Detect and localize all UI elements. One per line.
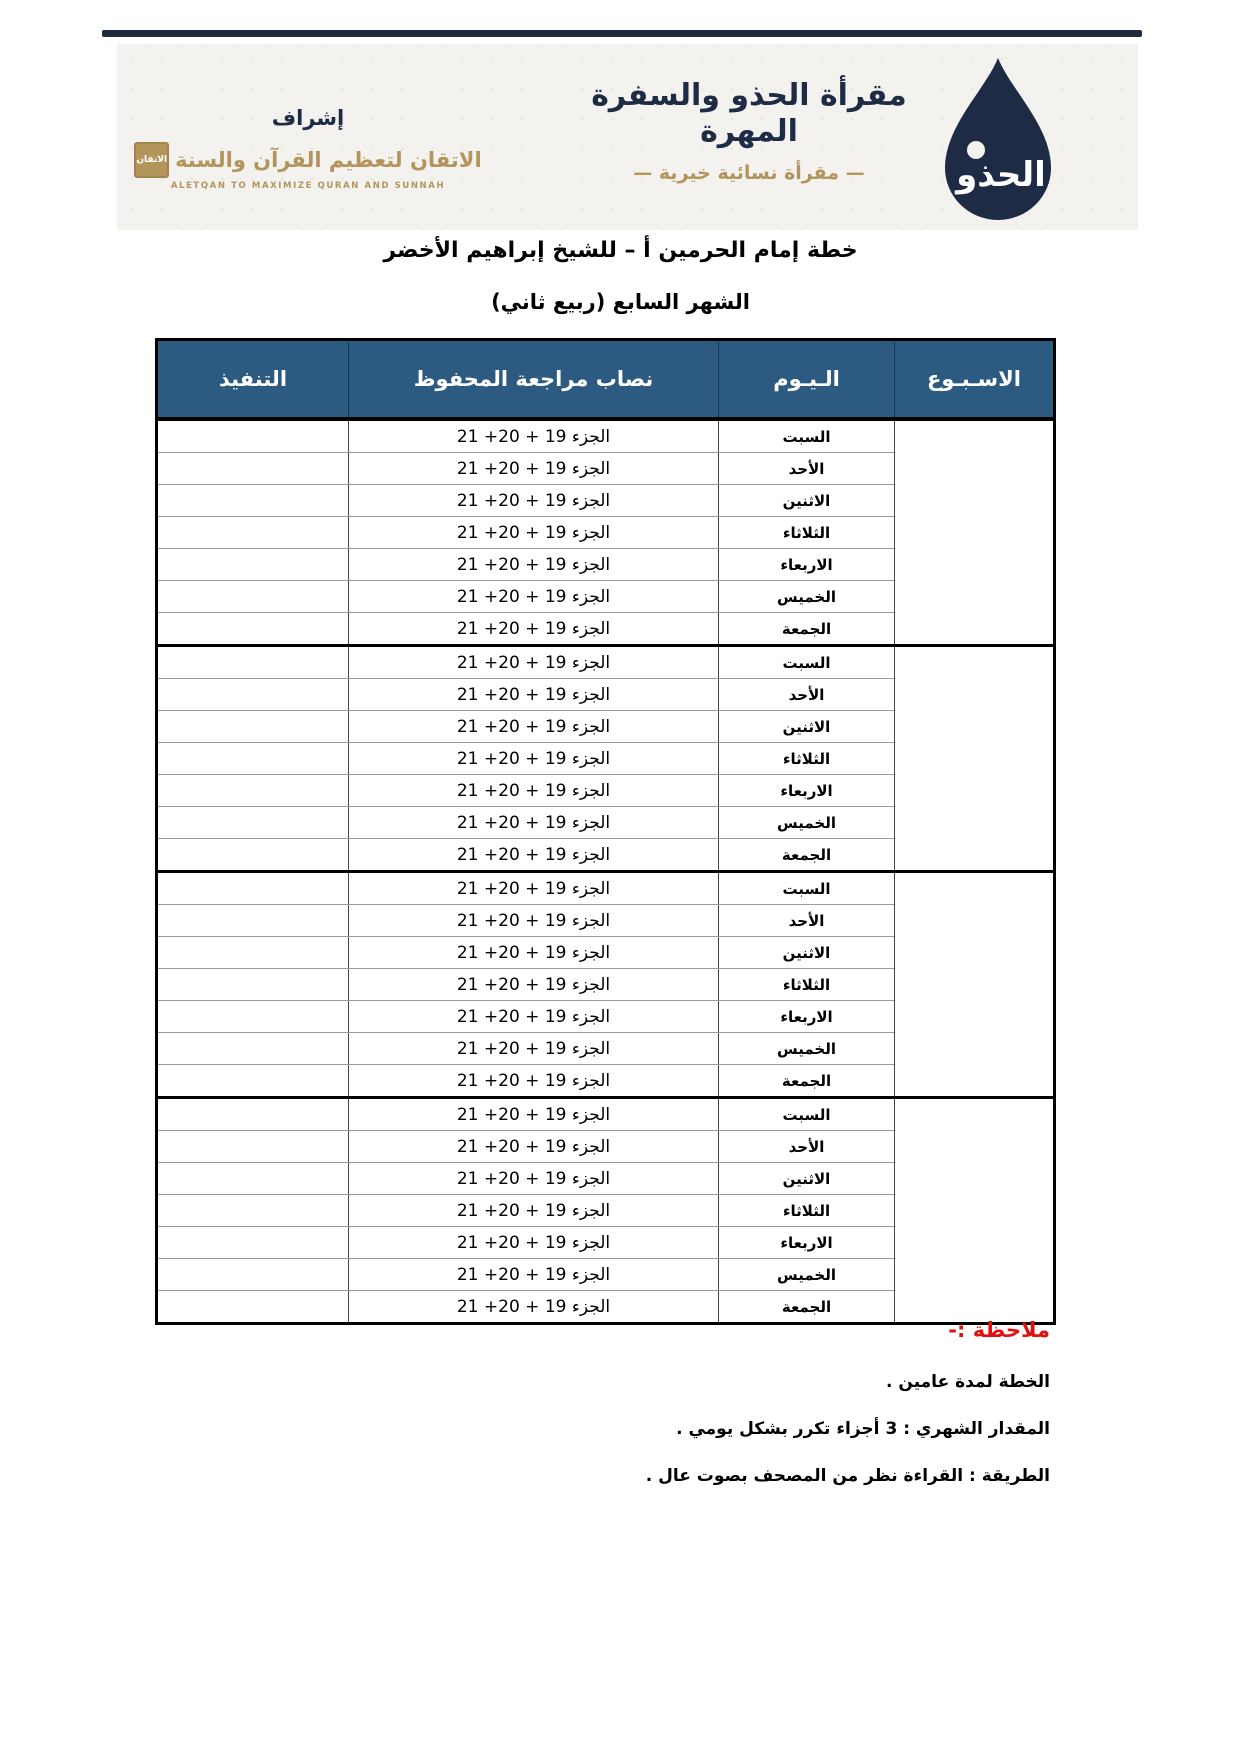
table-row bbox=[157, 419, 1055, 453]
teardrop-logo-icon bbox=[929, 54, 1065, 222]
day-cell: الاثنين bbox=[719, 937, 895, 969]
review-quota-cell: الجزء 19 + 20+ 21 bbox=[349, 581, 719, 613]
day-cell: الاربعاء bbox=[719, 1227, 895, 1259]
day-cell: الثلاثاء bbox=[719, 517, 895, 549]
day-cell: الأحد bbox=[719, 1131, 895, 1163]
day-cell: الجمعة bbox=[719, 1065, 895, 1098]
aletqan-arabic-calligraphy: الاتقان لتعظيم القرآن والسنة bbox=[175, 148, 482, 172]
execution-cell bbox=[157, 969, 349, 1001]
execution-cell bbox=[157, 905, 349, 937]
execution-cell bbox=[157, 485, 349, 517]
day-cell: الاثنين bbox=[719, 711, 895, 743]
execution-cell bbox=[157, 1001, 349, 1033]
review-quota-cell: الجزء 19 + 20+ 21 bbox=[349, 1227, 719, 1259]
execution-cell bbox=[157, 419, 349, 453]
note-line-method: الطريقة : القراءة نظر من المصحف بصوت عال . bbox=[645, 1466, 1050, 1486]
day-cell: الأحد bbox=[719, 905, 895, 937]
review-quota-cell: الجزء 19 + 20+ 21 bbox=[349, 1291, 719, 1324]
col-header-week: الاسـبـوع bbox=[895, 340, 1055, 420]
note-line-duration: الخطة لمدة عامين . bbox=[886, 1372, 1050, 1392]
day-cell: الثلاثاء bbox=[719, 969, 895, 1001]
review-quota-cell: الجزء 19 + 20+ 21 bbox=[349, 743, 719, 775]
week-label-cell bbox=[895, 872, 1055, 1098]
execution-cell bbox=[157, 807, 349, 839]
col-header-execution: التنفيذ bbox=[157, 340, 349, 420]
plan-table-body bbox=[157, 419, 1055, 1324]
col-header-review: نصاب مراجعة المحفوظ bbox=[349, 340, 719, 420]
aletqan-emblem-icon: الاتقان bbox=[134, 142, 169, 178]
week-label-cell bbox=[895, 1098, 1055, 1324]
brand-block bbox=[569, 78, 929, 184]
supervision-block bbox=[136, 106, 482, 191]
execution-cell bbox=[157, 1195, 349, 1227]
aletqan-logo bbox=[136, 142, 482, 178]
review-quota-cell: الجزء 19 + 20+ 21 bbox=[349, 646, 719, 679]
brand-tagline: — مقرأة نسائية خيرية — bbox=[633, 162, 865, 184]
execution-cell bbox=[157, 937, 349, 969]
review-quota-cell: الجزء 19 + 20+ 21 bbox=[349, 839, 719, 872]
review-quota-cell: الجزء 19 + 20+ 21 bbox=[349, 613, 719, 646]
day-cell: الاثنين bbox=[719, 1163, 895, 1195]
execution-cell bbox=[157, 646, 349, 679]
execution-cell bbox=[157, 613, 349, 646]
execution-cell bbox=[157, 1131, 349, 1163]
execution-cell bbox=[157, 1065, 349, 1098]
execution-cell bbox=[157, 679, 349, 711]
day-cell: الخميس bbox=[719, 807, 895, 839]
execution-cell bbox=[157, 1227, 349, 1259]
day-cell: الأحد bbox=[719, 679, 895, 711]
plan-table bbox=[155, 338, 1056, 1325]
week-label-rotated: الأسـبـوع الرابع bbox=[951, 1168, 998, 1253]
day-cell: الثلاثاء bbox=[719, 1195, 895, 1227]
review-quota-cell: الجزء 19 + 20+ 21 bbox=[349, 1001, 719, 1033]
day-cell: الاثنين bbox=[719, 485, 895, 517]
header-banner bbox=[117, 44, 1138, 230]
review-quota-cell: الجزء 19 + 20+ 21 bbox=[349, 1131, 719, 1163]
page-title: خطة إمام الحرمين أ – للشيخ إبراهيم الأخضر bbox=[383, 238, 858, 263]
aletqan-english-caption: ALETQAN TO MAXIMIZE QURAN AND SUNNAH bbox=[170, 181, 446, 191]
execution-cell bbox=[157, 1098, 349, 1131]
drop-logo-text: الحذو bbox=[956, 155, 1046, 195]
review-quota-cell: الجزء 19 + 20+ 21 bbox=[349, 905, 719, 937]
execution-cell bbox=[157, 775, 349, 807]
review-quota-cell: الجزء 19 + 20+ 21 bbox=[349, 485, 719, 517]
review-quota-cell: الجزء 19 + 20+ 21 bbox=[349, 711, 719, 743]
review-quota-cell: الجزء 19 + 20+ 21 bbox=[349, 1065, 719, 1098]
execution-cell bbox=[157, 872, 349, 905]
review-quota-cell: الجزء 19 + 20+ 21 bbox=[349, 937, 719, 969]
page-subtitle: الشهر السابع (ربيع ثاني) bbox=[491, 290, 750, 314]
day-cell: السبت bbox=[719, 419, 895, 453]
execution-cell bbox=[157, 1259, 349, 1291]
table-row bbox=[157, 646, 1055, 679]
execution-cell bbox=[157, 743, 349, 775]
execution-cell bbox=[157, 581, 349, 613]
review-quota-cell: الجزء 19 + 20+ 21 bbox=[349, 679, 719, 711]
review-quota-cell: الجزء 19 + 20+ 21 bbox=[349, 453, 719, 485]
execution-cell bbox=[157, 517, 349, 549]
execution-cell bbox=[157, 453, 349, 485]
week-label-cell bbox=[895, 646, 1055, 872]
day-cell: الاربعاء bbox=[719, 775, 895, 807]
table-row bbox=[157, 872, 1055, 905]
day-cell: السبت bbox=[719, 1098, 895, 1131]
brand-calligraphy: مقرأة الحذو والسفرة المهرة bbox=[591, 78, 907, 149]
review-quota-cell: الجزء 19 + 20+ 21 bbox=[349, 549, 719, 581]
review-quota-cell: الجزء 19 + 20+ 21 bbox=[349, 969, 719, 1001]
review-quota-cell: الجزء 19 + 20+ 21 bbox=[349, 1259, 719, 1291]
day-cell: الخميس bbox=[719, 1033, 895, 1065]
day-cell: الاربعاء bbox=[719, 1001, 895, 1033]
day-cell: الخميس bbox=[719, 1259, 895, 1291]
week-label-rotated: الأسـبـوع الثالث bbox=[951, 942, 998, 1027]
day-cell: الجمعة bbox=[719, 613, 895, 646]
execution-cell bbox=[157, 1163, 349, 1195]
execution-cell bbox=[157, 1291, 349, 1324]
week-label-rotated: الأسـبـوع الاول bbox=[951, 490, 998, 575]
col-header-day: الـيـوم bbox=[719, 340, 895, 420]
week-label-cell bbox=[895, 419, 1055, 646]
review-quota-cell: الجزء 19 + 20+ 21 bbox=[349, 517, 719, 549]
review-quota-cell: الجزء 19 + 20+ 21 bbox=[349, 775, 719, 807]
review-quota-cell: الجزء 19 + 20+ 21 bbox=[349, 1163, 719, 1195]
day-cell: الاربعاء bbox=[719, 549, 895, 581]
day-cell: الجمعة bbox=[719, 839, 895, 872]
day-cell: الخميس bbox=[719, 581, 895, 613]
execution-cell bbox=[157, 839, 349, 872]
table-header-row bbox=[157, 340, 1055, 420]
table-row bbox=[157, 1098, 1055, 1131]
review-quota-cell: الجزء 19 + 20+ 21 bbox=[349, 872, 719, 905]
day-cell: الثلاثاء bbox=[719, 743, 895, 775]
note-line-monthly-amount: المقدار الشهري : 3 أجزاء تكرر بشكل يومي . bbox=[676, 1419, 1050, 1439]
day-cell: الجمعة bbox=[719, 1291, 895, 1324]
execution-cell bbox=[157, 549, 349, 581]
day-cell: السبت bbox=[719, 872, 895, 905]
week-label-rotated: الأسـبـوع الثاني bbox=[951, 716, 998, 801]
day-cell: السبت bbox=[719, 646, 895, 679]
day-cell: الأحد bbox=[719, 453, 895, 485]
supervision-label: إشراف bbox=[271, 106, 345, 130]
execution-cell bbox=[157, 711, 349, 743]
execution-cell bbox=[157, 1033, 349, 1065]
note-heading: ملاحظة :- bbox=[948, 1318, 1050, 1342]
review-quota-cell: الجزء 19 + 20+ 21 bbox=[349, 807, 719, 839]
top-divider-bar bbox=[102, 30, 1142, 37]
review-quota-cell: الجزء 19 + 20+ 21 bbox=[349, 1033, 719, 1065]
review-quota-cell: الجزء 19 + 20+ 21 bbox=[349, 1098, 719, 1131]
review-quota-cell: الجزء 19 + 20+ 21 bbox=[349, 419, 719, 453]
review-quota-cell: الجزء 19 + 20+ 21 bbox=[349, 1195, 719, 1227]
